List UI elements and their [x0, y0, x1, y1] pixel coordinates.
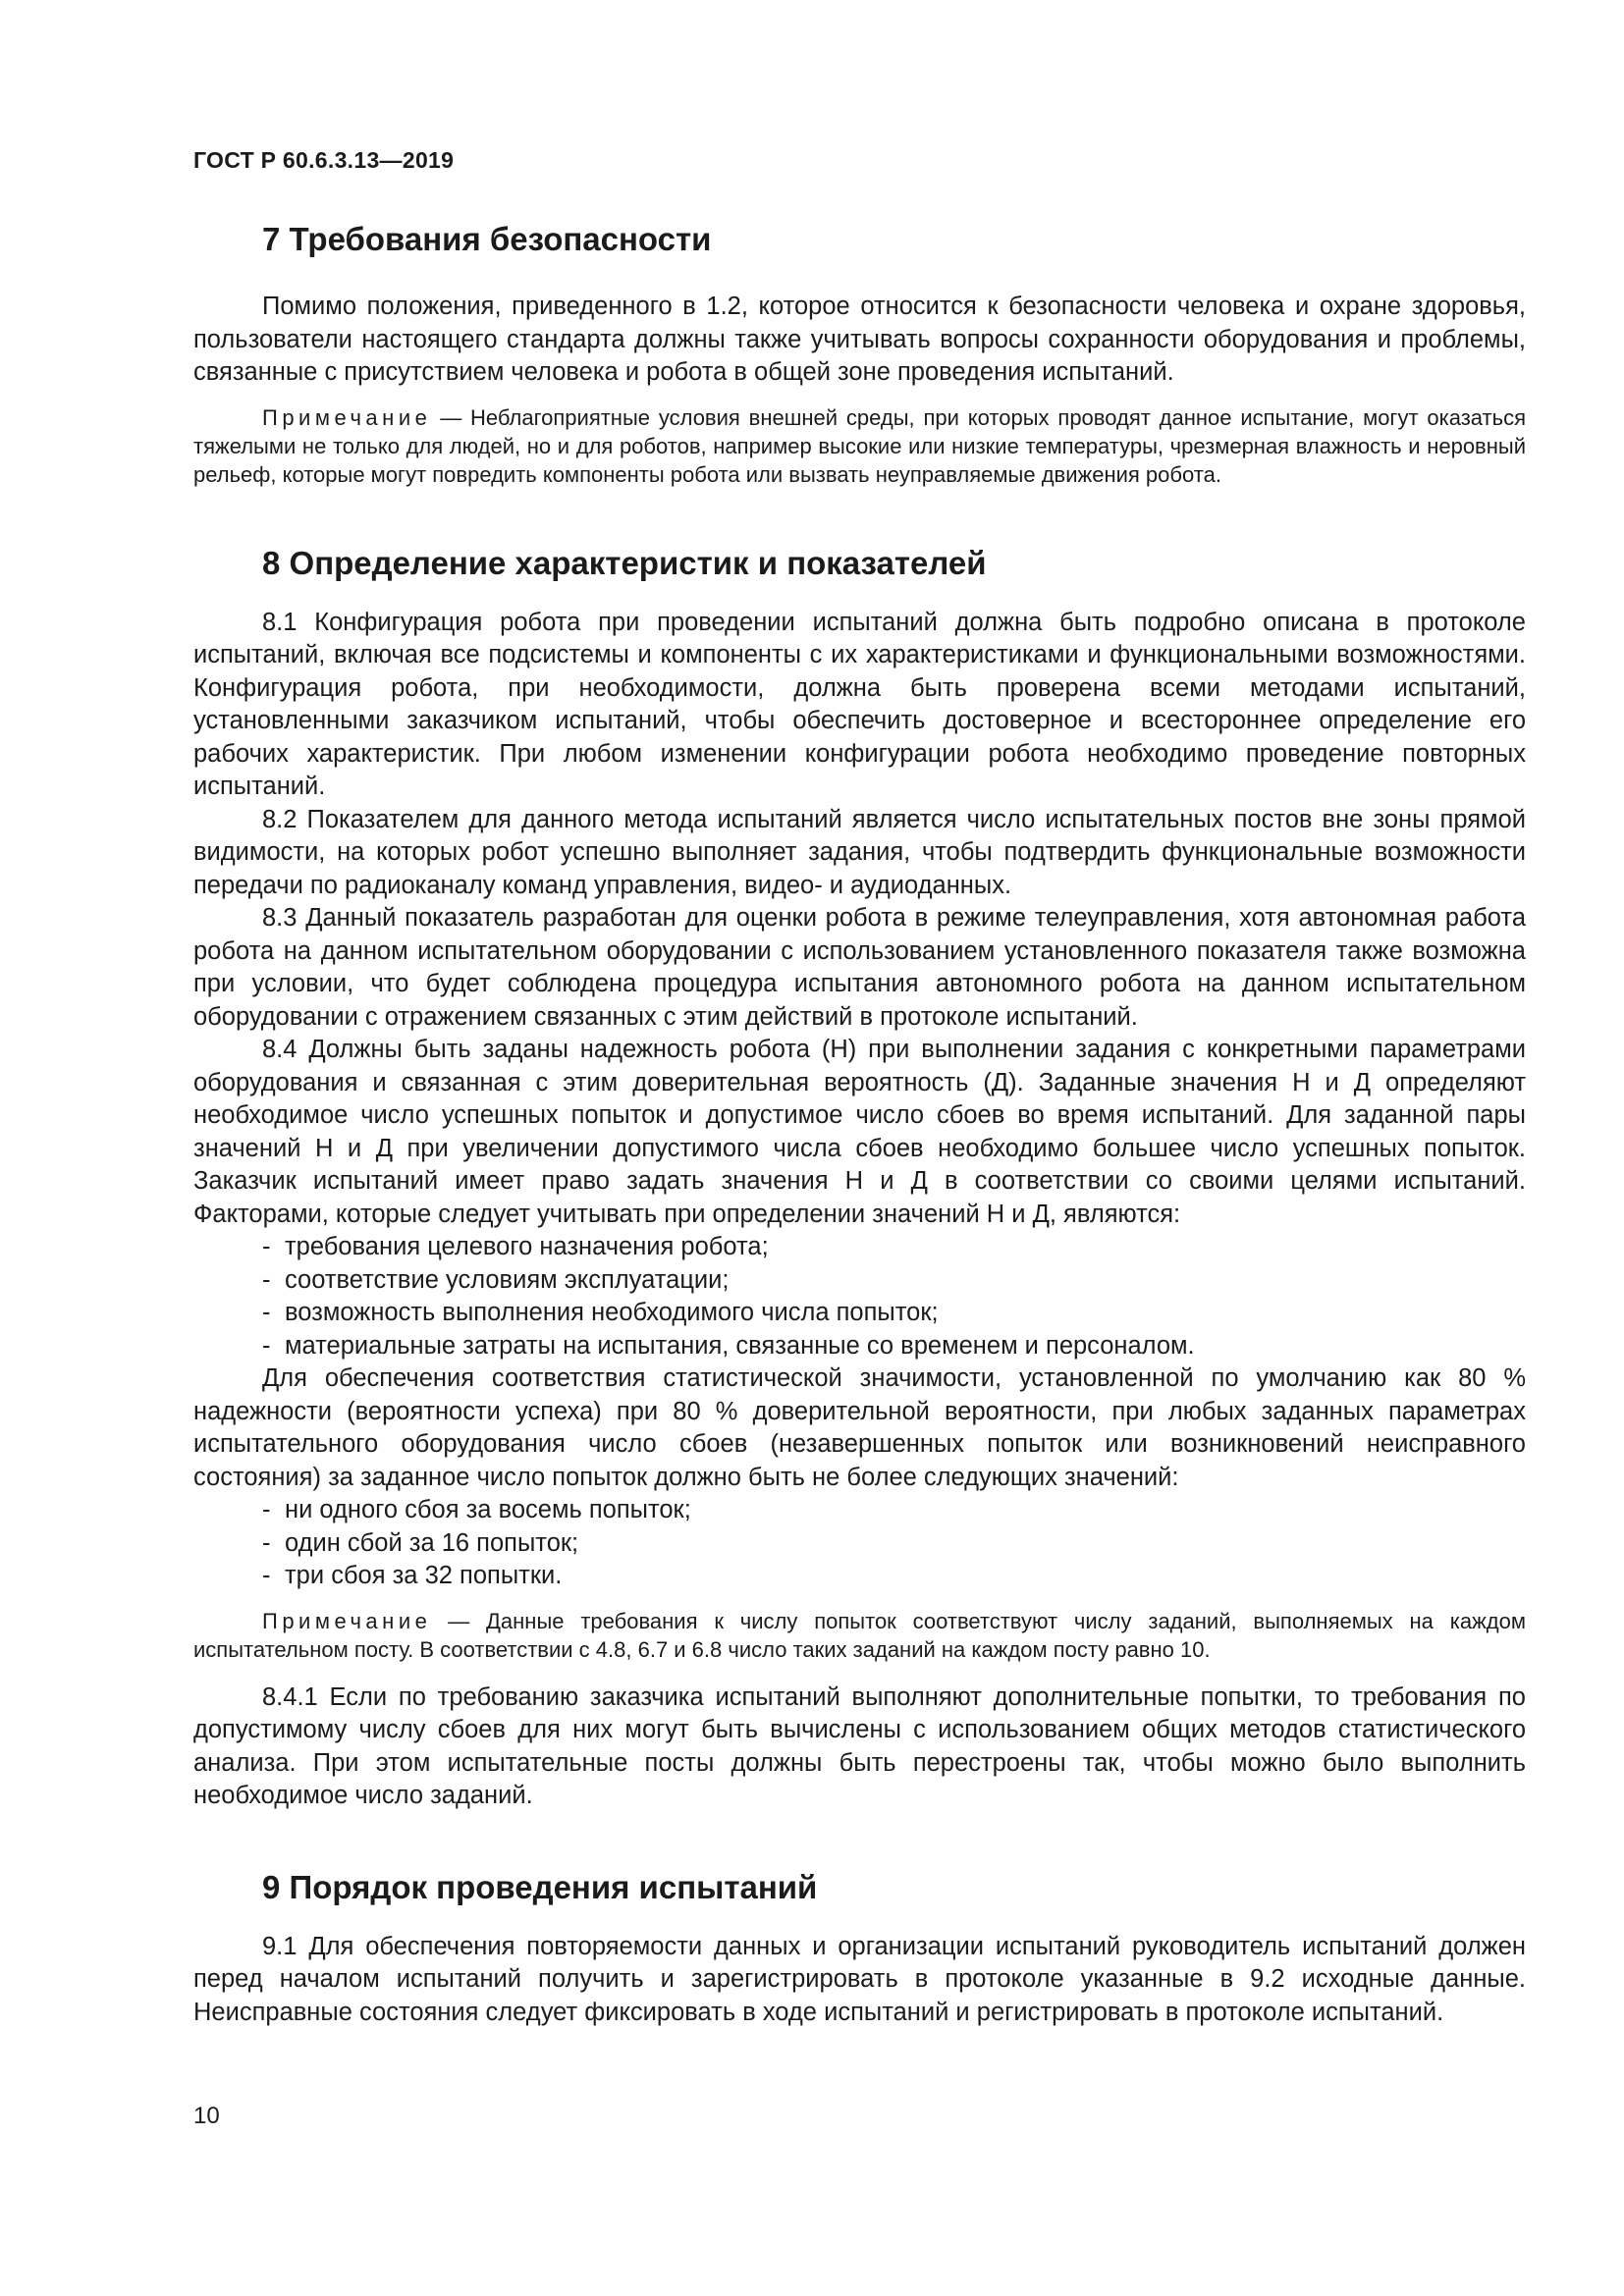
note-text: — Неблагоприятные условия внешней среды, при которых проводят данное испытание, могут оказаться тяжелыми не только для людей, но и для роботов, например высокие или низкие температуры, чрезмерная влажность и неровный рельеф, которые могут повредить компоненты робота или вызвать неуправляемые движения робота. — [193, 404, 1526, 487]
page-number: 10 — [193, 2103, 220, 2129]
list-item: - три сбоя за 32 попытки. — [262, 1562, 563, 1589]
page-content — [193, 218, 1526, 2029]
paragraph-8-3: 8.3 Данный показатель разработан для оценки робота в режиме телеуправления, хотя автономная работа робота на данном испытательном оборудовании с использованием установленного показателя также возможна при условии, что будет соблюдена процедура испытания автономного робота на данном испытательном оборудовании с отражением связанных с этим действий в протоколе испытаний. — [193, 904, 1526, 1031]
factors-list — [193, 1231, 1526, 1362]
paragraph-8-4-significance: Для обеспечения соответствия статистической значимости, установленной по умолчанию как 80 % надежности (вероятности успеха) при 80 % доверительной вероятности, при любых заданных параметрах испытательного оборудования число сбоев (незавершенных попыток или возникновений неисправного состояния) за заданное число попыток должно быть не более следующих значений: — [193, 1364, 1526, 1491]
section-7-title: 7 Требования безопасности — [262, 221, 712, 257]
paragraph-8-4: 8.4 Должны быть заданы надежность робота (Н) при выполнении задания с конкретными параметрами оборудования и связанная с этим доверительная вероятность (Д). Заданные значения Н и Д определяют необходимое число успешных попыток и допустимое число сбоев во время испытаний. Для заданной пары значений Н и Д при увеличении допустимого числа сбоев необходимо большее число успешных попыток. Заказчик испытаний имеет право задать значения Н и Д в соответствии со своими целями испытаний. Факторами, которые следует учитывать при определении значений Н и Д, являются: — [193, 1036, 1526, 1228]
list-item: - возможность выполнения необходимого числа попыток; — [262, 1299, 939, 1326]
list-item: - один сбой за 16 попыток; — [262, 1528, 579, 1557]
paragraph-9-1: 9.1 Для обеспечения повторяемости данных и организации испытаний руководитель испытаний должен перед началом испытаний получить и зарегистрировать в протоколе указанные в 9.2 исходные данные. Неисправные состояния следует фиксировать в ходе испытаний и регистрировать в протоколе испытаний. — [193, 1932, 1526, 2026]
limits-list — [193, 1494, 1526, 1593]
note-text: — Данные требования к числу попыток соответствуют числу заданий, выполняемых на каждом испытательном посту. В соответствии с 4.8, 6.7 и 6.8 число таких заданий на каждом посту равно 10. — [193, 1608, 1526, 1662]
section-7 — [193, 218, 1526, 489]
note-label: Примечание — [262, 1608, 432, 1633]
section-8-note — [193, 1607, 1526, 1664]
document-code: ГОСТ Р 60.6.3.13—2019 — [193, 147, 455, 173]
section-7-paragraph: Помимо положения, приведенного в 1.2, которое относится к безопасности человека и охране здоровья, пользователи настоящего стандарта должны также учитывать вопросы сохранности оборудования и проблемы, связанные с присутствием человека и робота в общей зоне проведения испытаний. — [193, 293, 1526, 386]
section-8-title: 8 Определение характеристик и показателей — [262, 544, 987, 581]
list-item: - соответствие условиям эксплуатации; — [262, 1265, 730, 1294]
section-9 — [193, 1866, 1526, 2030]
note-label: Примечание — [262, 404, 432, 430]
list-item: - ни одного сбоя за восемь попыток; — [262, 1496, 691, 1523]
section-8 — [193, 542, 1526, 1813]
section-7-note — [193, 403, 1526, 489]
list-item: - требования целевого назначения робота; — [262, 1233, 769, 1260]
paragraph-8-2: 8.2 Показателем для данного метода испытаний является число испытательных постов вне зоны прямой видимости, на которых робот успешно выполняет задания, чтобы подтвердить функциональные возможности передачи по радиоканалу команд управления, видео- и аудиоданных. — [193, 805, 1526, 899]
paragraph-8-4-1: 8.4.1 Если по требованию заказчика испытаний выполняют дополнительные попытки, то требования по допустимому числу сбоев для них могут быть вычислены с использованием общих методов статистического анализа. При этом испытательные посты должны быть перестроены так, чтобы можно было выполнить необходимое число заданий. — [193, 1682, 1526, 1809]
paragraph-8-1: 8.1 Конфигурация робота при проведении испытаний должна быть подробно описана в протоколе испытаний, включая все подсистемы и компоненты с их характеристиками и функциональными возможностями. Конфигурация робота, при необходимости, должна быть проверена всеми методами испытаний, установленными заказчиком испытаний, чтобы обеспечить достоверное и всестороннее определение его рабочих характеристик. При любом изменении конфигурации робота необходимо проведение повторных испытаний. — [193, 608, 1526, 800]
section-9-title: 9 Порядок проведения испытаний — [262, 1868, 818, 1905]
list-item: - материальные затраты на испытания, связанные со временем и персоналом. — [262, 1331, 1195, 1360]
